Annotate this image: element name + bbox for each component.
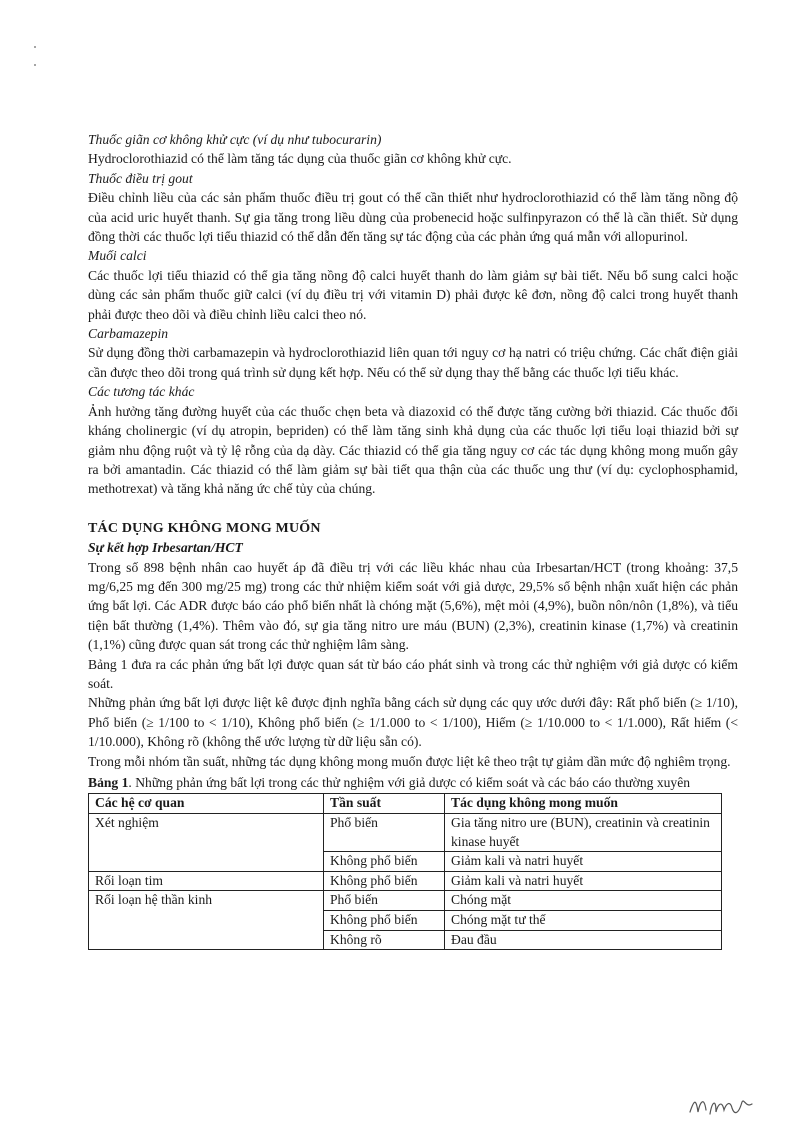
scan-speck [34, 46, 36, 48]
cell-frequency: Không phổ biến [324, 852, 445, 872]
cell-frequency: Không phổ biến [324, 871, 445, 891]
table-row [89, 910, 722, 930]
cell-organ [89, 930, 324, 950]
cell-effect: Gia tăng nitro ure (BUN), creatinin và creatinin kinase huyết [445, 814, 722, 852]
cell-effect: Đau đầu [445, 930, 722, 950]
document-body [88, 130, 738, 771]
table-caption-text: . Những phản ứng bất lợi trong các thử nghiệm với giả dược có kiểm soát và các báo cáo thường xuyên [128, 775, 691, 790]
subsection-title: Carbamazepin [88, 326, 169, 342]
cell-effect: Giảm kali và natri huyết [445, 852, 722, 872]
paragraph: Ảnh hưởng tăng đường huyết của các thuốc chẹn beta và diazoxid có thể được tăng cường bởi thiazid. Các thuốc đối kháng cholinergic (ví dụ atropin, bepriden) có thể làm tăng sinh khả dụng của các thuốc lợi tiểu loại thiazid bởi sự giảm nhu động ruột và tỷ lệ rỗng của dạ dày. Các thiazid có thể gia tăng nguy cơ các tác dụng không mong muốn gây ra bởi amantadin. Các thiazid có thể làm giảm sự bài tiết qua thận của các thuốc ung thư (ví dụ: cyclophosphamid, methotrexat) và tăng khả năng ức chế tủy của chúng. [88, 403, 738, 497]
table-row [89, 871, 722, 891]
cell-organ: Rối loạn hệ thần kinh [89, 891, 324, 911]
cell-effect: Chóng mặt tư thế [445, 910, 722, 930]
table-row [89, 930, 722, 950]
table-caption [88, 773, 738, 792]
subsection-title: Thuốc điều trị gout [88, 170, 193, 186]
table-row [89, 891, 722, 911]
document-page [88, 130, 738, 950]
adverse-reactions-table [88, 793, 722, 950]
table-row [89, 852, 722, 872]
paragraph: Các thuốc lợi tiểu thiazid có thể gia tăng nồng độ calci huyết thanh do làm giảm sự bài tiết. Nếu bổ sung calci hoặc dùng các sản phẩm thuốc giữ calci (ví dụ điều trị với vitamin D) phải được kê đơn, nồng độ calci trong huyết thanh phải được theo dõi và điều chỉnh liều calci theo nó. [88, 267, 738, 322]
subsection-title: Các tương tác khác [88, 384, 195, 400]
section-heading: TÁC DỤNG KHÔNG MONG MUỐN [88, 520, 321, 536]
cell-frequency: Không rõ [324, 930, 445, 950]
subsection-title: Muối calci [88, 248, 147, 264]
cell-organ [89, 910, 324, 930]
paragraph: Bảng 1 đưa ra các phản ứng bất lợi được quan sát từ báo cáo phát sinh và trong các thử nghiệm với giả dược có kiểm soát. [88, 656, 738, 691]
cell-frequency: Không phổ biến [324, 910, 445, 930]
header-effect: Tác dụng không mong muốn [445, 794, 722, 814]
cell-organ: Rối loạn tim [89, 871, 324, 891]
paragraph: Trong mỗi nhóm tần suất, những tác dụng không mong muốn được liệt kê theo trật tự giảm dần mức độ nghiêm trọng. [88, 753, 731, 769]
header-frequency: Tần suất [324, 794, 445, 814]
paragraph: Điều chỉnh liều của các sản phẩm thuốc điều trị gout có thể cần thiết như hydroclorothiazid có thể làm tăng nồng độ của acid uric huyết thanh. Sự gia tăng trong liều dùng của probenecid hoặc sulfinpyrazon có thể là cần thiết. Sử dụng đồng thời các thuốc lợi tiểu thiazid có thể dẫn đến tăng sự tác động của các phản ứng quá mẫn với allopurinol. [88, 190, 738, 245]
table-row [89, 814, 722, 852]
handwritten-signature [686, 1090, 766, 1122]
cell-effect: Giảm kali và natri huyết [445, 871, 722, 891]
cell-frequency: Phổ biến [324, 891, 445, 911]
table-header-row [89, 794, 722, 814]
cell-frequency: Phổ biến [324, 814, 445, 852]
subsection-title: Sự kết hợp Irbesartan/HCT [88, 540, 243, 556]
paragraph: Sử dụng đồng thời carbamazepin và hydroclorothiazid liên quan tới nguy cơ hạ natri có triệu chứng. Các chất điện giải cần được theo dõi trong quá trình sử dụng kết hợp. Nếu có thể sử dụng thay thế bằng các thuốc lợi tiểu khác. [88, 345, 738, 380]
paragraph: Những phản ứng bất lợi được liệt kê được định nghĩa bằng cách sử dụng các quy ước dưới đây: Rất phổ biến (≥ 1/10), Phổ biến (≥ 1/100 to < 1/10), Không phổ biến (≥ 1/1.000 to < 1/100), Hiếm (≥ 1/10.000 to < 1/1.000), Rất hiếm (< 1/10.000), Không rõ (không thể ước lượng từ dữ liệu sẵn có). [88, 695, 738, 750]
scan-speck [34, 64, 36, 66]
cell-effect: Chóng mặt [445, 891, 722, 911]
cell-organ: Xét nghiệm [89, 814, 324, 852]
subsection-title: Thuốc giãn cơ không khử cực (ví dụ như tubocurarin) [88, 132, 382, 147]
paragraph: Hydroclorothiazid có thể làm tăng tác dụng của thuốc giãn cơ không khử cực. [88, 151, 512, 167]
paragraph: Trong số 898 bệnh nhân cao huyết áp đã điều trị với các liều khác nhau của Irbesartan/HCT (trong khoảng: 37,5 mg/6,25 mg đến 300 mg/25 mg) trong các thử nhiệm kiểm soát với giả dược, 29,5% số bệnh nhận xuất hiện các phản ứng bất lợi. Các ADR được báo cáo phổ biến nhất là chóng mặt (5,6%), mệt mỏi (4,9%), buồn nôn/nôn (1,8%), và tiểu tiện bất thường (1,4%). Thêm vào đó, sự gia tăng nitro ure máu (BUN) (2,3%), creatinin kinase (1,7%) và creatinin (1,1%) cũng được quan sát trong các thử nghiệm lâm sàng. [88, 559, 738, 653]
cell-organ [89, 852, 324, 872]
table-caption-label: Bảng 1 [88, 775, 129, 790]
header-organ: Các hệ cơ quan [89, 794, 324, 814]
